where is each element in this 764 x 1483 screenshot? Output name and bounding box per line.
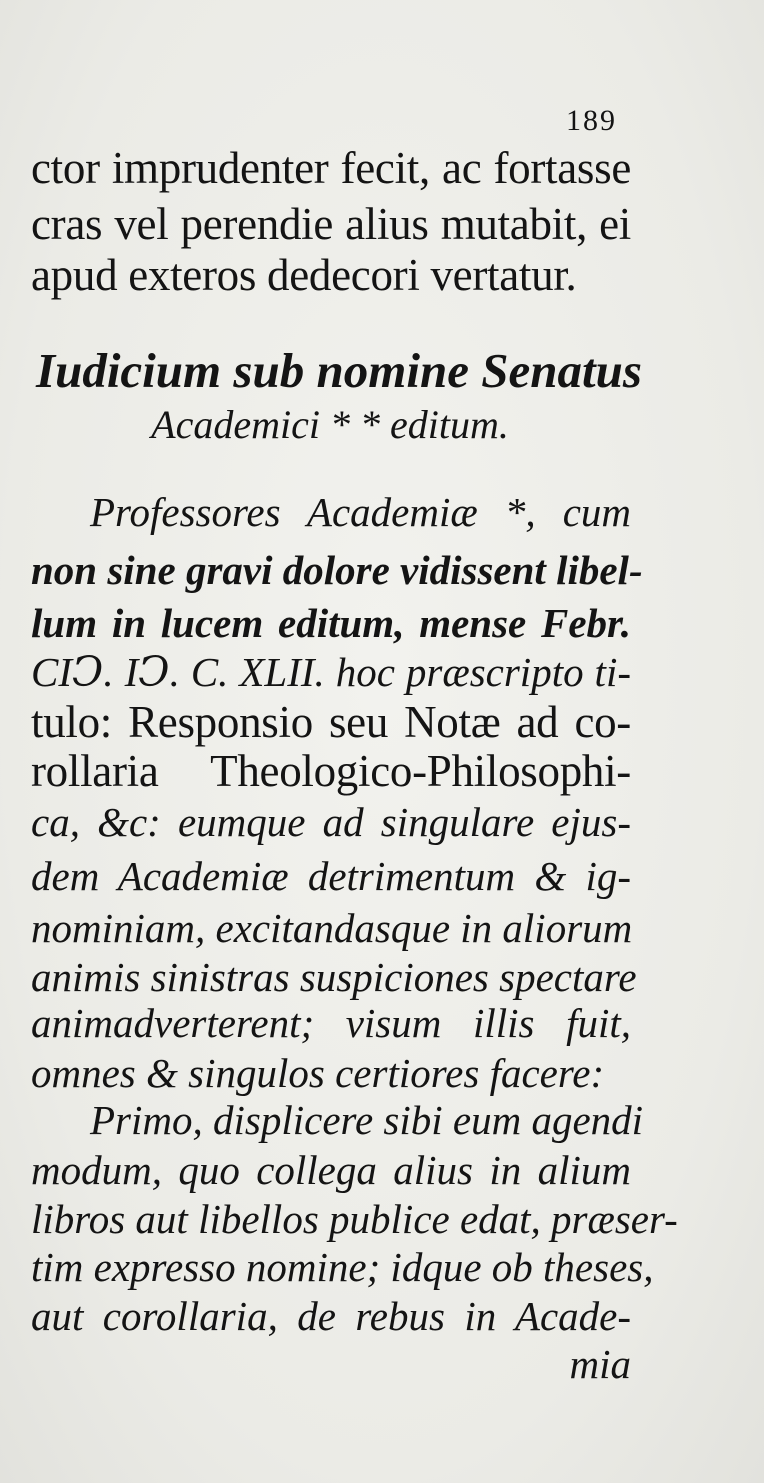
text-line: non sine gravi dolore vidissent libel-	[31, 547, 643, 593]
text-line: ca, &c: eumque ad singulare ejus-	[31, 799, 631, 845]
text-line: animis sinistras suspiciones spectare	[31, 954, 637, 1000]
text-line: tim expresso nomine; idque ob theses,	[31, 1244, 654, 1290]
text-line: rollaria Theologico-Philosophi-	[31, 746, 631, 796]
text-line: nominiam, excitandasque in aliorum	[31, 905, 633, 951]
catchword: mia	[569, 1341, 631, 1387]
text-line: modum, quo collega alius in alium	[31, 1147, 631, 1193]
text-line: apud exteros dedecori vertatur.	[31, 250, 577, 300]
text-line: Primo, displicere sibi eum agendi	[90, 1097, 644, 1143]
text-line: animadverterent; visum illis fuit,	[31, 1000, 631, 1046]
text-line: aut corollaria, de rebus in Acade-	[31, 1293, 631, 1339]
section-heading: Iudicium sub nomine Senatus	[36, 343, 642, 398]
text-line: CIↃ. IↃ. C. XLII. hoc præscripto ti-	[31, 649, 631, 695]
text-line: ctor imprudenter fecit, ac fortasse	[31, 143, 631, 193]
text-line: cras vel perendie alius mutabit, ei	[31, 199, 631, 249]
text-line: Professores Academiæ *, cum	[90, 489, 631, 535]
text-line: libros aut libellos publice edat, præser-	[31, 1196, 678, 1242]
text-line: tulo: Responsio seu Notæ ad co-	[31, 697, 631, 747]
text-line: dem Academiæ detrimentum & ig-	[31, 853, 631, 899]
section-subheading: Academici * * editum.	[151, 402, 509, 447]
page-number: 189	[566, 104, 617, 137]
text-line: lum in lucem editum, mense Febr.	[31, 600, 631, 646]
text-line: omnes & singulos certiores facere:	[31, 1050, 605, 1096]
